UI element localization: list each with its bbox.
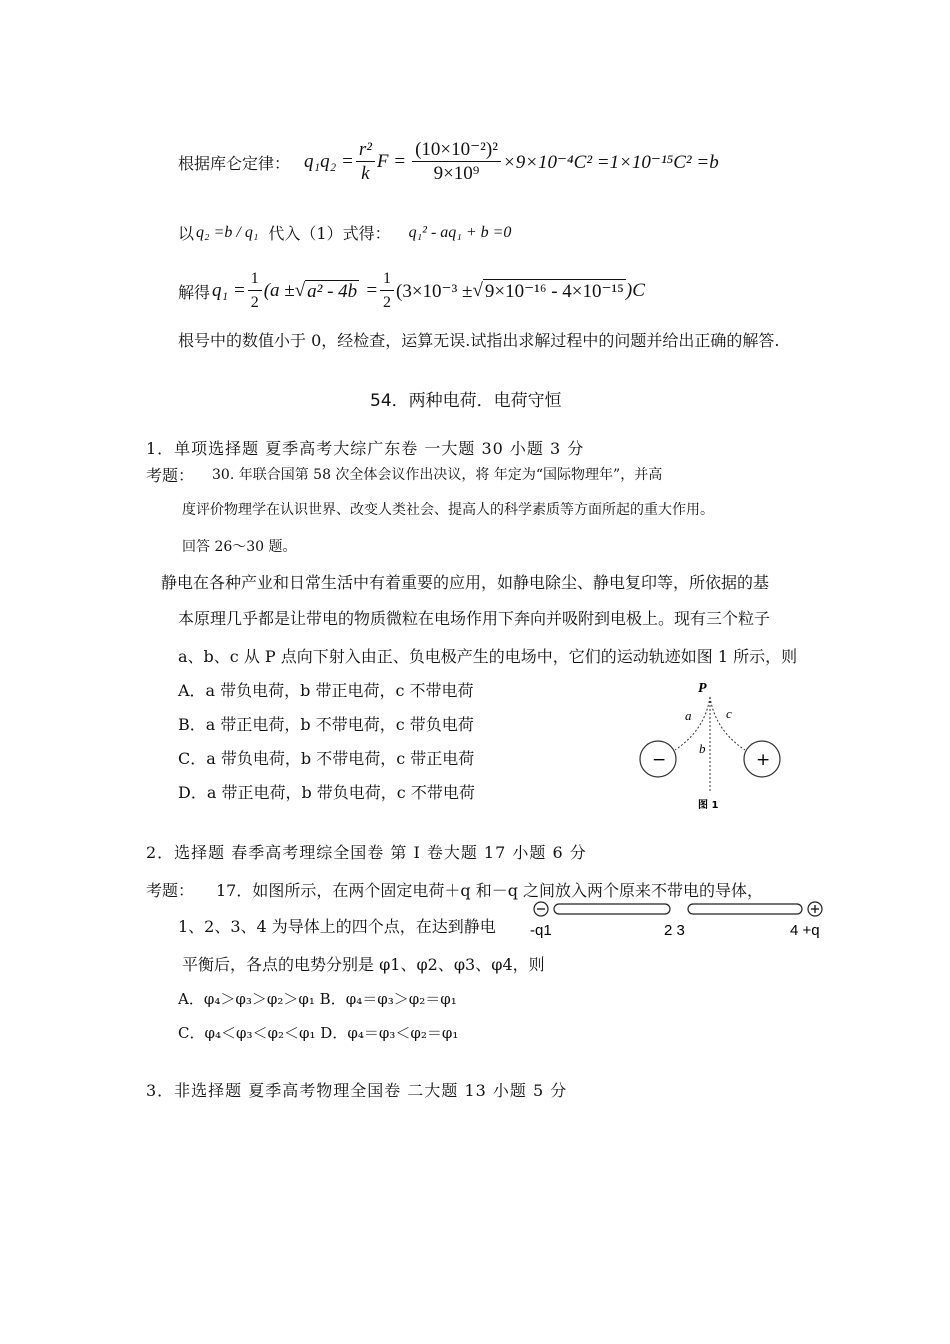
substitution-line bbox=[178, 221, 511, 244]
q1-label: 考题： bbox=[146, 466, 195, 485]
solve-lhs: q₁ = bbox=[212, 280, 246, 301]
q1-body1: 静电在各种产业和日常生活中有着重要的应用，如静电除尘、静电复印等，所依据的基 bbox=[161, 573, 770, 592]
figure-2-diagram bbox=[528, 895, 830, 943]
q3-header: 3．非选择题 夏季高考物理全国卷 二大题 13 小题 5 分 bbox=[146, 1081, 568, 1100]
q2-line1: 17．如图所示，在两个固定电荷＋q 和－q 之间放入两个原来不带电的导体， bbox=[216, 881, 764, 900]
q1-line3: 回答 26～30 题。 bbox=[182, 539, 297, 555]
q2-options-row2: C．φ₄＜φ₃＜φ₂＜φ₁ D．φ₄＝φ₃＜φ₂＝φ₁ bbox=[178, 1024, 459, 1042]
solve-expr1-open: (a ± bbox=[263, 280, 295, 301]
subst-mid: 代入（1）式得： bbox=[268, 224, 391, 243]
q1-option-d: D．a 带正电荷，b 带负电荷，c 不带电荷 bbox=[178, 783, 475, 802]
solve-half-2 bbox=[380, 269, 394, 313]
solve-half-2-num: 1 bbox=[380, 269, 394, 291]
q2-header: 2．选择题 春季高考理综全国卷 第 I 卷大题 17 小题 6 分 bbox=[146, 843, 587, 862]
q1-line1: 30. 年联合国第 58 次全体会议作出决议，将 年定为“国际物理年”，并高 bbox=[212, 467, 663, 483]
sqrt-sign-2: √ bbox=[472, 280, 483, 301]
q1-option-b: B．a 带正电荷，b 不带电荷，c 带负电荷 bbox=[178, 715, 474, 734]
positive-electrode-sign: + bbox=[756, 750, 771, 770]
coulomb-label: 根据库仑定律： bbox=[178, 153, 291, 173]
solve-expr2-open: (3×10⁻³ ± bbox=[396, 280, 473, 302]
figure-1-label-b: b bbox=[699, 741, 706, 756]
solve-expr1-root: a² - 4b bbox=[307, 280, 358, 302]
solve-eq-sign: = bbox=[365, 280, 379, 301]
figure-1-label-c: c bbox=[726, 706, 732, 721]
figure-2-left-label: -q1 bbox=[530, 922, 552, 939]
q1-body3: a、b、c 从 P 点向下射入由正、负电极产生的电场中，它们的运动轨迹如图 1 所示，则 bbox=[178, 647, 798, 666]
q1-line2: 度评价物理学在认识世界、改变人类社会、提高人的科学素质等方面所起的重大作用。 bbox=[182, 502, 714, 518]
solve-half-1 bbox=[248, 269, 262, 313]
solve-unit: )C bbox=[625, 280, 645, 301]
coulomb-lhs: q₁q₂ = bbox=[304, 151, 354, 172]
coulomb-frac1-den: k bbox=[361, 163, 370, 184]
q2-line3: 平衡后，各点的电势分别是 φ1、φ2、φ3、φ4，则 bbox=[182, 955, 545, 974]
q1-header: 1．单项选择题 夏季高考大综广东卷 一大题 30 小题 3 分 bbox=[146, 439, 585, 458]
solution-line bbox=[178, 268, 645, 314]
q2-label: 考题： bbox=[146, 881, 195, 900]
coulomb-frac2-num: (10×10⁻²)² bbox=[412, 140, 501, 162]
q1-option-c: C．a 带负电荷，b 不带电荷，c 带正电荷 bbox=[178, 749, 475, 768]
sqrt-sign-1: √ bbox=[294, 280, 306, 301]
subst-label: 以 bbox=[178, 224, 195, 243]
subst-eq: q₁² - aq₁ + b =0 bbox=[408, 223, 512, 241]
section-title: 54．两种电荷．电荷守恒 bbox=[370, 391, 562, 411]
figure-1-point-p: P bbox=[698, 681, 707, 696]
coulomb-f: F = bbox=[376, 151, 407, 172]
figure-2-mid-label: 2 3 bbox=[664, 922, 685, 939]
q2-options-row1: A．φ₄＞φ₃＞φ₂＞φ₁ B．φ₄＝φ₃＞φ₂＝φ₁ bbox=[178, 990, 457, 1008]
q1-body2: 本原理几乎都是让带电的物质微粒在电场作用下奔向并吸附到电极上。现有三个粒子 bbox=[178, 609, 771, 628]
coulomb-formula-line bbox=[178, 137, 719, 187]
coulomb-fraction-1 bbox=[356, 140, 375, 184]
conductor-1 bbox=[554, 904, 670, 914]
figure-1-label-a: a bbox=[685, 708, 692, 723]
coulomb-rest: ×9×10⁻⁴C² =1×10⁻¹⁵C² =b bbox=[502, 151, 719, 173]
q2-line2: 1、2、3、4 为导体上的四个点，在达到静电 bbox=[178, 917, 496, 936]
coulomb-frac2-den: 9×10⁹ bbox=[433, 163, 480, 184]
solve-half-1-num: 1 bbox=[248, 269, 262, 291]
trajectory-c bbox=[710, 697, 745, 750]
solve-expr2-root: 9×10⁻¹⁶ - 4×10⁻¹⁵ bbox=[484, 281, 624, 302]
negative-electrode-sign: − bbox=[652, 750, 667, 770]
figure-2-right-label: 4 +q bbox=[790, 922, 820, 939]
q1-option-a: A．a 带负电荷，b 带正电荷，c 不带电荷 bbox=[178, 681, 474, 700]
solve-half-2-den: 2 bbox=[383, 294, 392, 311]
subst-expr: q₂ =b / q₁ bbox=[196, 223, 259, 241]
conductor-2 bbox=[688, 904, 802, 914]
figure-1-diagram bbox=[630, 675, 800, 815]
check-line: 根号中的数值小于 0，经检查，运算无误.试指出求解过程中的问题并给出正确的解答. bbox=[178, 331, 780, 350]
solve-label: 解得 bbox=[178, 282, 211, 302]
coulomb-fraction-2 bbox=[412, 140, 501, 184]
coulomb-frac1-num: r² bbox=[356, 140, 375, 162]
solve-half-1-den: 2 bbox=[250, 294, 259, 311]
figure-1-caption: 图 1 bbox=[698, 800, 719, 811]
